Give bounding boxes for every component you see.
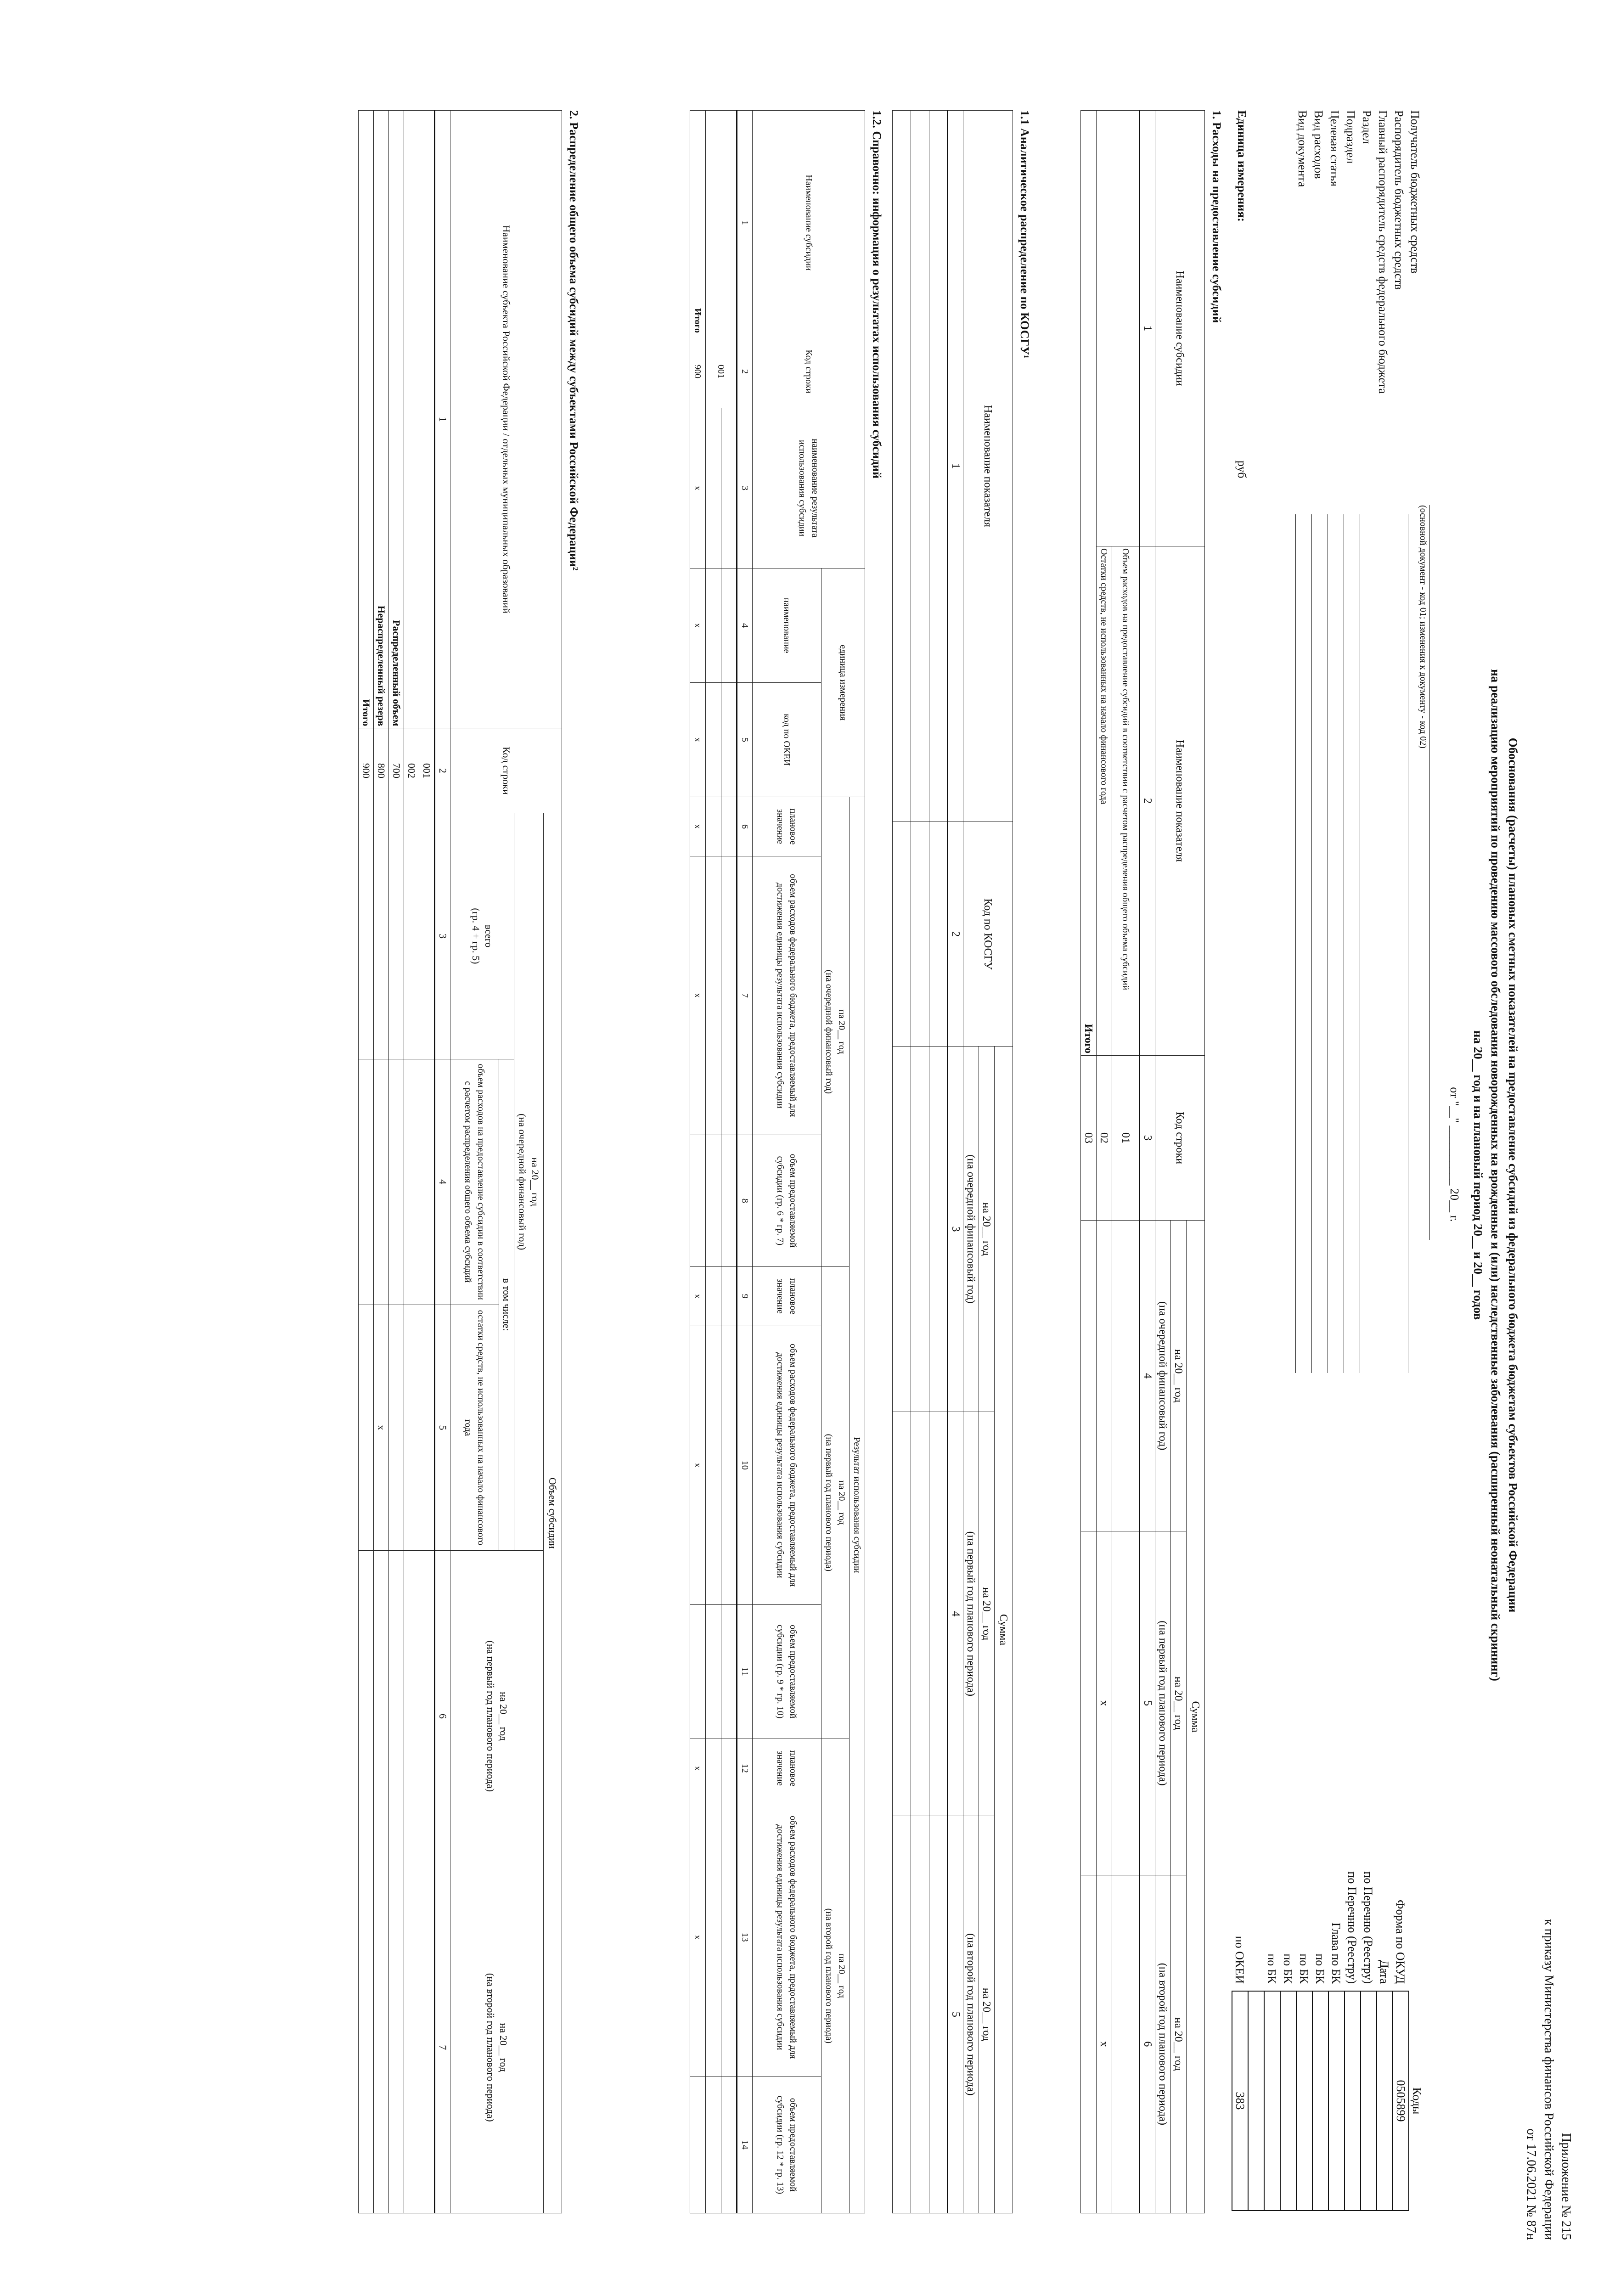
year-sub: (на очередной финансовый год): [517, 1114, 529, 1250]
col-number: 6: [737, 797, 753, 856]
col-header: [450, 1551, 544, 1882]
col-header: на 20__ год: [1171, 1221, 1187, 1531]
col-number: 3: [948, 1047, 963, 1412]
total-label: Итого: [690, 111, 706, 335]
col-number: 1: [948, 111, 963, 822]
table-cell[interactable]: [404, 111, 419, 728]
col-header: (на очередной финансовый год): [963, 1047, 979, 1412]
col-header: объем предоставляемой субсидии (гр. 12 * гр. 13): [753, 2077, 821, 2213]
col-header: Сумма: [995, 1047, 1013, 2213]
x-mark: x: [690, 408, 706, 568]
row-code: 03: [1081, 1056, 1097, 1221]
table-cell[interactable]: [1097, 1221, 1112, 1531]
header-label: Главный распорядитель средств федерального бюджета: [1376, 110, 1390, 394]
code-cell: [1296, 1991, 1312, 2211]
col-number: 5: [435, 1305, 450, 1550]
table-cell[interactable]: [359, 1882, 374, 2213]
col-header: объем расходов федерального бюджета, предоставляемый для достижения единицы результата использования субсидии: [753, 1798, 821, 2077]
col-header: Наименование субсидии: [1155, 111, 1205, 546]
col-header: объем расходов федерального бюджета, предоставляемый для достижения единицы результата использования субсидии: [753, 856, 821, 1135]
col-header: наименование результата использования субсидии: [753, 408, 865, 568]
table-cell[interactable]: [929, 1047, 948, 1412]
code-label: [1248, 1823, 1264, 1984]
table-cell[interactable]: [389, 813, 404, 1059]
header-label: Целевая статья: [1328, 110, 1341, 187]
table-cell[interactable]: [721, 408, 737, 568]
table-cell[interactable]: [359, 813, 374, 1059]
table-cell[interactable]: [721, 2077, 737, 2213]
table-cell[interactable]: [404, 813, 419, 1059]
col-header: Наименование субсидии: [753, 111, 865, 335]
x-mark: x: [1097, 1531, 1112, 1875]
table-cell[interactable]: [419, 813, 435, 1059]
table-cell[interactable]: [929, 822, 948, 1047]
col-number: 3: [737, 408, 753, 568]
col-header: на 20__ год: [979, 1412, 995, 1816]
code-label: по БК: [1265, 1953, 1278, 1984]
col-number: 1: [1140, 111, 1155, 546]
title-line: на реализацию мероприятий по проведению массового обследования новорожденных на врожденные и (или) наследственные заболевания (расширенный неонатальный скрининг): [1489, 669, 1502, 1681]
table-cell[interactable]: [374, 813, 389, 1059]
col-header: Код строки: [1155, 1056, 1205, 1221]
col-header: плановое значение: [753, 1266, 821, 1326]
unit-label: Единица измерения:: [1235, 110, 1249, 222]
col-number: 5: [948, 1816, 963, 2213]
table-cell[interactable]: [721, 856, 737, 1135]
col-header: на 20__ год: [1171, 1531, 1187, 1875]
col-number: 12: [737, 1739, 753, 1798]
row-indicator: Объем расходов на предоставление субсидий в соответствии с расчетом распределения общего объема субсидий: [1112, 546, 1140, 1056]
col-number: 7: [435, 1882, 450, 2213]
table-cell[interactable]: [690, 1604, 706, 1739]
table-cell[interactable]: [1112, 1221, 1140, 1531]
col-header: Код по КОСГУ: [963, 822, 1013, 1047]
table-cell[interactable]: [706, 1326, 721, 1604]
table-cell[interactable]: [893, 1412, 911, 1816]
col-header: плановое значение: [753, 797, 821, 856]
col-header: Наименование показателя: [1155, 546, 1205, 1056]
row-code: 001: [706, 335, 737, 408]
col-header: [821, 1266, 850, 1739]
col-header: единица измерения: [821, 568, 865, 797]
table-cell[interactable]: [911, 1816, 929, 2213]
section11-table: [892, 110, 1013, 2213]
table-cell[interactable]: [359, 1305, 374, 1550]
col-number: 3: [1140, 1056, 1155, 1221]
col-header: Объем субсидии: [544, 813, 562, 2213]
col-number: 13: [737, 1798, 753, 2077]
col-number: 9: [737, 1266, 753, 1326]
header-label: Раздел: [1360, 110, 1373, 144]
col-number: 5: [1140, 1531, 1155, 1875]
col-header: (на очередной финансовый год): [1155, 1221, 1171, 1531]
x-mark: x: [690, 1326, 706, 1604]
row-code: 900: [690, 335, 706, 408]
table-cell[interactable]: [389, 1551, 404, 1882]
year-label: на 20__ год: [529, 1157, 541, 1207]
col-header: Наименование субъекта Российской Федерации / отдельных муниципальных образований: [450, 111, 562, 728]
table-cell[interactable]: [419, 1059, 435, 1305]
codes-box: [1232, 1991, 1424, 2211]
table-cell[interactable]: [929, 1816, 948, 2213]
table-cell[interactable]: [1081, 1531, 1097, 1875]
x-mark: x: [690, 1266, 706, 1326]
col-header: плановое значение: [753, 1739, 821, 1798]
codes-header: Коды: [1410, 2087, 1424, 2115]
section11-title: 1.1 Аналитическое распределение по КОСГУ¹: [1018, 110, 1031, 359]
col-header: [450, 1882, 544, 2213]
appendix-line: к приказу Министерства финансов Российской Федерации: [1541, 1919, 1556, 2240]
row-indicator: Остатки средств, не использованных на начало финансового года: [1097, 546, 1112, 1056]
col-header: Код строки: [753, 335, 865, 408]
col-header: (на первый год планового периода): [1155, 1531, 1171, 1875]
table-cell[interactable]: [721, 1326, 737, 1604]
table-cell[interactable]: [929, 111, 948, 822]
table-cell[interactable]: [359, 1551, 374, 1882]
table-cell[interactable]: [706, 797, 721, 856]
year-label: на 20__ год: [498, 1692, 509, 1741]
table-cell[interactable]: [911, 1047, 929, 1412]
col-header: Результат использования субсидии: [850, 797, 865, 2213]
row-code: 02: [1097, 1056, 1112, 1221]
code-okei: 383: [1232, 1991, 1248, 2211]
year-label: на 20__ год: [837, 1953, 847, 1998]
table-cell[interactable]: [374, 1059, 389, 1305]
table-cell[interactable]: [893, 822, 911, 1047]
code-cell: [1264, 1991, 1280, 2211]
section2-title: 2. Распределение общего объема субсидий между субъектами Российской Федерации²: [567, 110, 580, 571]
table-cell[interactable]: [706, 408, 721, 568]
row-code: 700: [389, 728, 404, 813]
table-cell[interactable]: [389, 1882, 404, 2213]
col-header: объем предоставляемой субсидии (гр. 9 * гр. 10): [753, 1604, 821, 1739]
col-header: Сумма: [1187, 1221, 1205, 2213]
appendix-note: [1522, 1919, 1575, 2240]
code-label: по БК: [1281, 1953, 1294, 1984]
table-cell[interactable]: [706, 856, 721, 1135]
col-number: 4: [1140, 1221, 1155, 1531]
document-date: от "__" __________ 20__ г.: [1448, 1087, 1461, 1222]
year-sub: (на второй год планового периода): [824, 1908, 834, 2044]
appendix-line: Приложение № 215: [1559, 2133, 1573, 2240]
col-header: наименование: [753, 568, 821, 683]
table-cell[interactable]: [419, 111, 435, 728]
col-number: 8: [737, 1135, 753, 1266]
col-number: 2: [435, 728, 450, 813]
row-code: 002: [404, 728, 419, 813]
code-cell: [1345, 1991, 1361, 2211]
code-label: по БК: [1313, 1953, 1327, 1984]
code-label: Глава по БК: [1329, 1922, 1343, 1984]
x-mark: x: [690, 1739, 706, 1798]
unit-of-measure: [1235, 110, 1249, 478]
table-cell[interactable]: [374, 1882, 389, 2213]
header-label: Вид расходов: [1312, 110, 1325, 179]
x-mark: x: [690, 1798, 706, 2077]
table-cell[interactable]: [419, 1551, 435, 1882]
table-cell[interactable]: [721, 1739, 737, 1798]
code-cell: [1361, 1991, 1377, 2211]
col-header: на 20__ год: [979, 1816, 995, 2213]
year-sub: (на первый год планового периода): [485, 1640, 496, 1792]
code-cell: [1312, 1991, 1328, 2211]
x-mark: x: [1097, 1875, 1112, 2213]
section12-title: 1.2. Справочно: информация о результатах использования субсидий: [870, 110, 883, 479]
table-cell[interactable]: [706, 1739, 721, 1798]
code-label: Дата: [1378, 1960, 1391, 1984]
table-cell[interactable]: [706, 111, 737, 335]
x-mark: x: [690, 797, 706, 856]
title-line: на 20__ год и на плановый период 20__ и 20__ годов: [1471, 1030, 1485, 1320]
document-type-hint: (основной документ - код 01; изменения к документу - код 02): [1418, 505, 1430, 1240]
table-cell[interactable]: [389, 1059, 404, 1305]
row-code: 001: [419, 728, 435, 813]
table-cell[interactable]: [389, 1305, 404, 1550]
fill-line: [1311, 514, 1312, 1373]
table-cell[interactable]: [721, 1798, 737, 2077]
header-label: Распорядитель бюджетных средств: [1392, 110, 1406, 290]
year-sub: (на второй год планового периода): [485, 1973, 496, 2122]
col-number: 7: [737, 856, 753, 1135]
table-cell[interactable]: [359, 1059, 374, 1305]
year-label: на 20__ год: [837, 1009, 847, 1054]
section12-table: [690, 110, 865, 2213]
section1-title: 1. Расходы на предоставление субсидий: [1210, 110, 1223, 323]
table-cell[interactable]: [721, 797, 737, 856]
code-cell: [1328, 1991, 1345, 2211]
table-cell[interactable]: [404, 1882, 419, 2213]
table-cell[interactable]: [706, 683, 721, 797]
x-mark: x: [374, 1305, 389, 1550]
col-header: Код строки: [450, 728, 562, 813]
table-cell[interactable]: [893, 1047, 911, 1412]
table-cell[interactable]: [706, 1135, 721, 1266]
table-cell[interactable]: [721, 683, 737, 797]
table-cell[interactable]: [721, 1266, 737, 1326]
col-header: объем расходов федерального бюджета, предоставляемый для достижения единицы результата использования субсидии: [753, 1326, 821, 1604]
year-label: на 20__ год: [498, 2023, 509, 2072]
table-cell[interactable]: [706, 2077, 721, 2213]
col-header: объем расходов на предоставление субсидии в соответствии с расчетом распределения общего объема субсидий: [450, 1059, 499, 1305]
row-label: Распределенный объем: [389, 111, 404, 728]
code-date: [1377, 1991, 1393, 2211]
table-cell[interactable]: [690, 2077, 706, 2213]
code-label: по БК: [1297, 1953, 1311, 1984]
unit-value: руб: [1235, 460, 1249, 478]
col-number: 11: [737, 1604, 753, 1739]
table-cell[interactable]: [911, 111, 929, 822]
col-header: (на второй год планового периода): [963, 1816, 979, 2213]
row-label: Нераспределенный резерв: [374, 111, 389, 728]
col-number: 4: [737, 568, 753, 683]
table-cell[interactable]: [721, 568, 737, 683]
table-cell[interactable]: [374, 1551, 389, 1882]
total-label: Итого: [359, 111, 374, 728]
col-header: [514, 813, 544, 1551]
col-number: 14: [737, 2077, 753, 2213]
col-number: 5: [737, 683, 753, 797]
total-label: Итого: [1081, 111, 1097, 1056]
table-cell[interactable]: [1112, 1531, 1140, 1875]
header-label: Подраздел: [1344, 110, 1357, 164]
table-cell[interactable]: [911, 822, 929, 1047]
col-header: Наименование показателя: [963, 111, 1013, 822]
col-number: 10: [737, 1326, 753, 1604]
col-header: на 20__ год: [1171, 1875, 1187, 2213]
col-header: на 20__ год: [979, 1047, 995, 1412]
table-cell[interactable]: [419, 1305, 435, 1550]
codes-labels: [1232, 1823, 1408, 1984]
total-sub: (гр. 4 + гр. 5): [470, 908, 482, 964]
col-header: (на второй год планового периода): [1155, 1875, 1171, 2213]
table-cell[interactable]: [706, 1604, 721, 1739]
row-code: 01: [1112, 1056, 1140, 1221]
title-line: Обоснования (расчеты) плановых сметных показателей на предоставление субсидий из федерального бюджета бюджетам субъектов Российской Федерации: [1506, 737, 1520, 1613]
col-header: (на первый год планового периода): [963, 1412, 979, 1816]
table-cell[interactable]: [1081, 1221, 1097, 1531]
table-cell[interactable]: [419, 1882, 435, 2213]
section2-table: [358, 110, 562, 2213]
table-cell[interactable]: [706, 568, 721, 683]
row-code: 800: [374, 728, 389, 813]
table-cell[interactable]: [690, 1135, 706, 1266]
col-header: объем предоставляемой субсидии (гр. 6 * гр. 7): [753, 1135, 821, 1266]
code-cell: [1280, 1991, 1296, 2211]
table-cell[interactable]: [1097, 111, 1140, 546]
col-number: 6: [435, 1551, 450, 1882]
x-mark: x: [690, 856, 706, 1135]
table-cell[interactable]: [706, 1798, 721, 2077]
col-number: 4: [948, 1412, 963, 1816]
table-cell[interactable]: [1081, 1875, 1097, 2213]
header-label: Вид документа: [1296, 110, 1309, 187]
col-number: 2: [737, 335, 753, 408]
col-header: [821, 1739, 850, 2213]
col-number: 4: [435, 1059, 450, 1305]
table-cell[interactable]: [404, 1305, 419, 1550]
table-cell[interactable]: [404, 1551, 419, 1882]
col-number: 3: [435, 813, 450, 1059]
fill-line: [1295, 514, 1296, 1373]
col-header: [450, 813, 514, 1059]
year-label: на 20__ год: [837, 1480, 847, 1525]
col-header: код по ОКЕИ: [753, 683, 821, 797]
table-cell[interactable]: [706, 1266, 721, 1326]
col-header: в том числе:: [499, 1059, 514, 1551]
table-cell[interactable]: [893, 1816, 911, 2213]
year-sub: (на первый год планового периода): [824, 1434, 834, 1572]
table-cell[interactable]: [404, 1059, 419, 1305]
x-mark: x: [690, 683, 706, 797]
col-number: 2: [1140, 546, 1155, 1056]
appendix-line: от 17.06.2021 № 87н: [1524, 2128, 1538, 2240]
table-cell[interactable]: [929, 1412, 948, 1816]
code-label: Форма по ОКУД: [1394, 1900, 1407, 1984]
total-header: всего: [483, 924, 495, 948]
form-title: [1469, 110, 1522, 2240]
header-label: Получатель бюджетных средств: [1408, 110, 1422, 274]
col-number: 2: [948, 822, 963, 1047]
col-number: 6: [1140, 1875, 1155, 2213]
code-label: по ОКЕИ: [1233, 1936, 1246, 1984]
col-header: [821, 797, 850, 1267]
x-mark: x: [690, 568, 706, 683]
table-cell[interactable]: [1112, 1875, 1140, 2213]
table-cell[interactable]: [721, 1604, 737, 1739]
row-code: 900: [359, 728, 374, 813]
col-number: 1: [435, 111, 450, 728]
table-cell[interactable]: [721, 1135, 737, 1266]
col-header: остатки средств, не использованных на начало финансового года: [450, 1305, 499, 1550]
col-number: 1: [737, 111, 753, 335]
section1-table: [1080, 110, 1205, 2213]
code-cell: [1248, 1991, 1264, 2211]
table-cell[interactable]: [893, 111, 911, 822]
year-sub: (на очередной финансовый год): [824, 969, 834, 1094]
code-label: по Перечню (Реестру): [1345, 1871, 1359, 1984]
code-label: по Перечню (Реестру): [1361, 1871, 1375, 1984]
header-fields: [1294, 110, 1423, 2039]
table-cell[interactable]: [911, 1412, 929, 1816]
code-okud: 0505899: [1393, 1991, 1409, 2211]
